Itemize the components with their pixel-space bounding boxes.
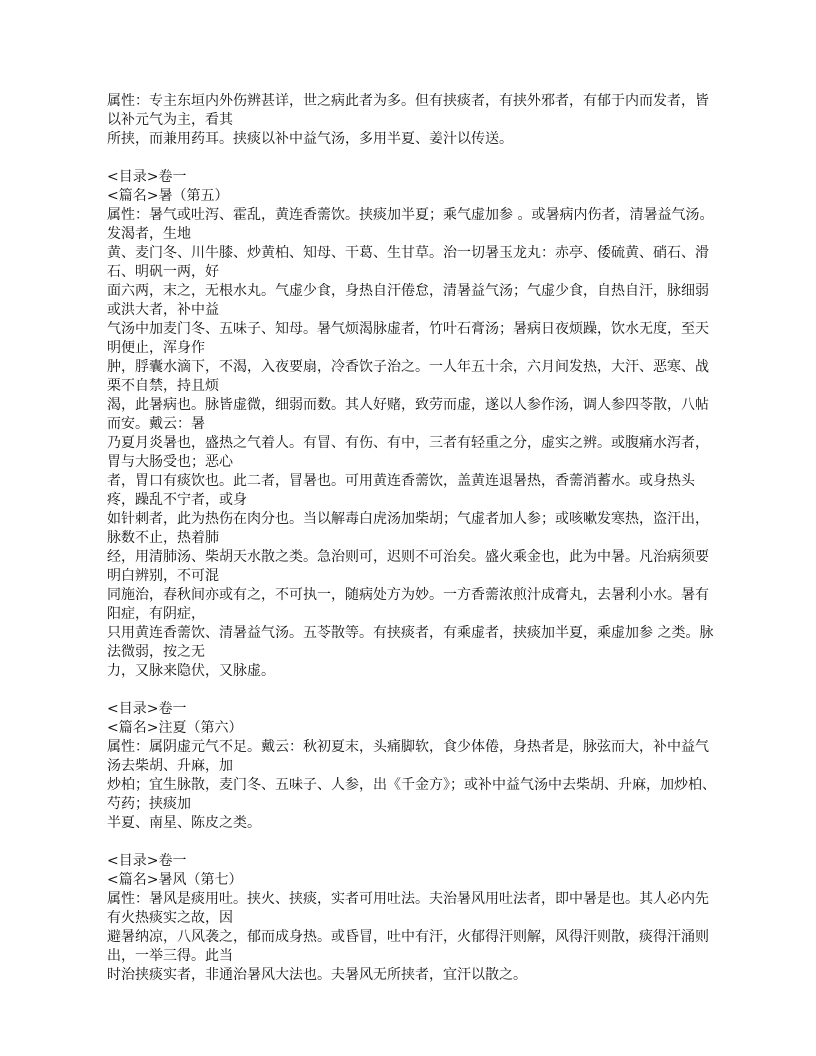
text-line: 同施治，春秋间亦或有之，不可执一，随病处方为妙。一方香薷浓煎汁成膏丸，去暑利小水。暑有阳症，有阴症，	[107, 587, 709, 622]
chapter-title: <篇名>暑风（第七）	[107, 872, 243, 888]
text-line: 属性：专主东垣内外伤辨甚详，世之病此者为多。但有挟痰者，有挟外邪者，有郁于内而发者，皆以补元气为主，看其	[107, 93, 709, 128]
section-gap	[107, 149, 717, 168]
text-line: 属性：属阴虚元气不足。戴云：秋初夏末，头痛脚软，食少体倦，身热者是，脉弦而大，补中益气汤去柴胡、升麻，加	[107, 739, 709, 774]
text-line: 气汤中加麦门冬、五味子、知母。暑气烦渴脉虚者，竹叶石膏汤；暑病日夜烦躁，饮水无度，至天明便止，浑身作	[107, 321, 709, 356]
text-line: 属性：暑气或吐泻、霍乱，黄连香薷饮。挟痰加半夏；乘气虚加参 。或暑病内伤者，清暑益气汤。发渴者，生地	[107, 207, 714, 242]
section-gap	[107, 833, 717, 852]
text-line: 所挟，而兼用药耳。挟痰以补中益气汤，多用半夏、姜汁以传送。	[107, 131, 513, 147]
chapter-title: <篇名>暑（第五）	[107, 188, 229, 204]
catalog-line: <目录>卷一	[107, 853, 187, 869]
text-line: 半夏、南星、陈皮之类。	[107, 815, 261, 831]
text-line: 黄、麦门冬、川牛膝、炒黄柏、知母、干葛、生甘草。治一切暑玉龙丸：赤亭、倭硫黄、硝石、滑石、明矾一两，好	[107, 245, 709, 280]
document-page	[107, 92, 717, 985]
text-line: 只用黄连香薷饮、清暑益气汤。五苓散等。有挟痰者，有乘虚者，挟痰加半夏，乘虚加参 之类。脉法微弱，按之无	[107, 625, 714, 660]
text-line: 属性：暑风是痰用吐。挟火、挟痰，实者可用吐法。夫治暑风用吐法者，即中暑是也。其人必内先有火热痰实之故，因	[107, 891, 709, 926]
text-line: 如针刺者，此为热伤在肉分也。当以解毒白虎汤加柴胡；气虚者加人参；或咳嗽发寒热，盗汗出，脉数不止，热着肺	[107, 511, 709, 546]
catalog-line: <目录>卷一	[107, 701, 187, 717]
section-shu	[107, 168, 717, 681]
text-line: 面六两，末之，无根水丸。气虚少食，身热自汗倦怠，清暑益气汤；气虚少食，自热自汗，脉细弱或洪大者，补中益	[107, 283, 709, 318]
text-line: 经，用清肺汤、柴胡天水散之类。急治则可，迟则不可治矣。盛火乘金也，此为中暑。凡治病须要明白辨别，不可混	[107, 549, 709, 584]
text-line: 肿，脬囊水滴下，不渴，入夜要扇，冷香饮子治之。一人年五十余，六月间发热，大汗、恶寒、战栗不自禁，持且烦	[107, 359, 709, 394]
text-line: 乃夏月炎暑也，盛热之气着人。有冒、有伤、有中，三者有轻重之分，虚实之辨。或腹痛水泻者，胃与大肠受也；恶心	[107, 435, 709, 470]
text-line: 炒柏；宜生脉散，麦门冬、五味子、人参，出《千金方》；或补中益气汤中去柴胡、升麻，加炒柏、芍药；挟痰加	[107, 777, 716, 812]
section-shufeng	[107, 852, 717, 985]
chapter-title: <篇名>注夏（第六）	[107, 720, 243, 736]
text-line: 力，又脉来隐伏，又脉虚。	[107, 663, 275, 679]
text-line: 时治挟痰实者，非通治暑风大法也。夫暑风无所挟者，宜汗以散之。	[107, 967, 527, 983]
text-line: 渴，此暑病也。脉皆虚微，细弱而数。其人好赌，致劳而虚，遂以人参作汤，调人参四苓散，八帖而安。戴云：暑	[107, 397, 709, 432]
section-zhuxia	[107, 700, 717, 833]
section-gap	[107, 681, 717, 700]
section-intro	[107, 92, 717, 149]
text-line: 避暑纳凉，八风袭之，郁而成身热。或昏冒，吐中有汗，火郁得汗则解，风得汗则散，痰得汗涌则出，一举三得。此当	[107, 929, 709, 964]
catalog-line: <目录>卷一	[107, 169, 187, 185]
text-line: 者，胃口有痰饮也。此二者，冒暑也。可用黄连香薷饮，盖黄连退暑热，香薷消蓄水。或身热头疼，躁乱不宁者，或身	[107, 473, 695, 508]
